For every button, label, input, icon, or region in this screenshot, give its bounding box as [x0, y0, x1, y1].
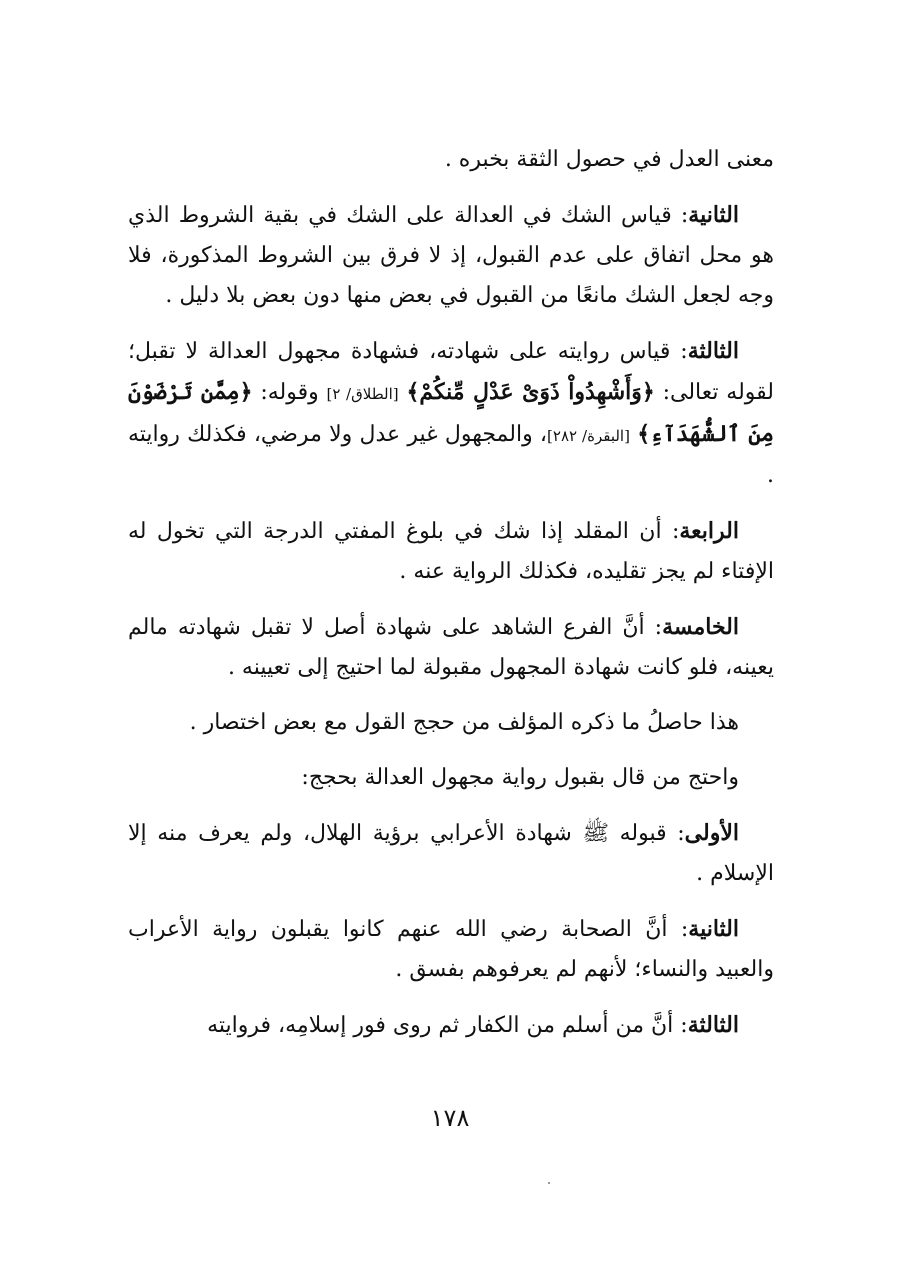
quran-verse: ﴿وَأَشْهِدُواْ ذَوَىْ عَدْلٍ مِّنكُمْ﴾	[406, 379, 655, 405]
paragraph-text: : أنَّ الفرع الشاهد على شهادة أصل لا تقبل شهادته مالم يعينه، فلو كانت شهادة المجهول مقبولة لما احتيج إلى تعيينه .	[128, 615, 774, 680]
paragraph-text: : أنَّ من أسلم من الكفار ثم روى فور إسلامِه، فروايته	[207, 1013, 688, 1038]
paragraph-text: هذا حاصلُ ما ذكره المؤلف من حجج القول مع بعض اختصار .	[189, 710, 739, 735]
paragraph-text: ، والمجهول غير عدل ولا مرضي، فكذلك روايته .	[128, 422, 774, 488]
paragraph-label: الرابعة	[679, 518, 739, 544]
paragraph-fifth-argument	[128, 607, 774, 688]
print-speck	[548, 1182, 550, 1184]
body-text	[128, 140, 774, 1061]
paragraph-text: معنى العدل في حصول الثقة بخبره .	[444, 147, 774, 172]
paragraph-label: الأولى	[684, 820, 739, 846]
paragraph-label: الثالثة	[687, 1012, 739, 1038]
paragraph-text: : قياس الشك في العدالة على الشك في بقية الشروط الذي هو محل اتفاق على عدم القبول، إذ لا فرق بين الشروط المذكورة، فلا وجه لجعل الشك مانعًا من القبول في بعض منها دون بعض بلا دليل .	[128, 203, 774, 308]
quran-verse: ﴿مِمَّن تَرْضَوْنَ مِنَ ٱلشُّهَدَآءِ﴾	[128, 379, 774, 447]
paragraph-text: وقوله:	[252, 380, 327, 405]
paragraph-summary	[128, 703, 774, 743]
paragraph-third-argument	[128, 331, 774, 496]
paragraph-label: الثانية	[688, 202, 739, 228]
paragraph-fourth-argument	[128, 511, 774, 592]
paragraph-text: واحتج من قال بقبول رواية مجهول العدالة بحجج:	[301, 765, 739, 790]
paragraph-label: الخامسة	[662, 614, 739, 640]
paragraph-label: الثالثة	[687, 338, 739, 364]
paragraph-text: : قياس روايته على شهادته، فشهادة مجهول العدالة لا تقبل؛ لقوله تعالى:	[128, 339, 774, 405]
page-number: ١٧٨	[430, 1104, 470, 1132]
paragraph-second-argument	[128, 195, 774, 316]
verse-reference: [الطلاق/ ٢]	[326, 385, 399, 403]
paragraph-text: : قبوله ﷺ شهادة الأعرابي برؤية الهلال، ولم يعرف منه إلا الإسلام .	[128, 821, 774, 886]
paragraph-third-counter-argument	[128, 1005, 774, 1046]
paragraph-second-counter-argument	[128, 909, 774, 990]
paragraph-first-counter-argument	[128, 813, 774, 894]
verse-reference: [البقرة/ ٢٨٢]	[547, 427, 630, 445]
paragraph-text: : أن المقلد إذا شك في بلوغ المفتي الدرجة التي تخول له الإفتاء لم يجز تقليده، فكذلك الرواية عنه .	[128, 519, 774, 584]
paragraph-continuation	[128, 140, 774, 180]
paragraph-label: الثانية	[688, 916, 739, 942]
paragraph-intro-counter-arguments	[128, 758, 774, 798]
paragraph-text: : أنَّ الصحابة رضي الله عنهم كانوا يقبلون رواية الأعراب والعبيد والنساء؛ لأنهم لم يعرفوهم بفسق .	[128, 917, 774, 982]
